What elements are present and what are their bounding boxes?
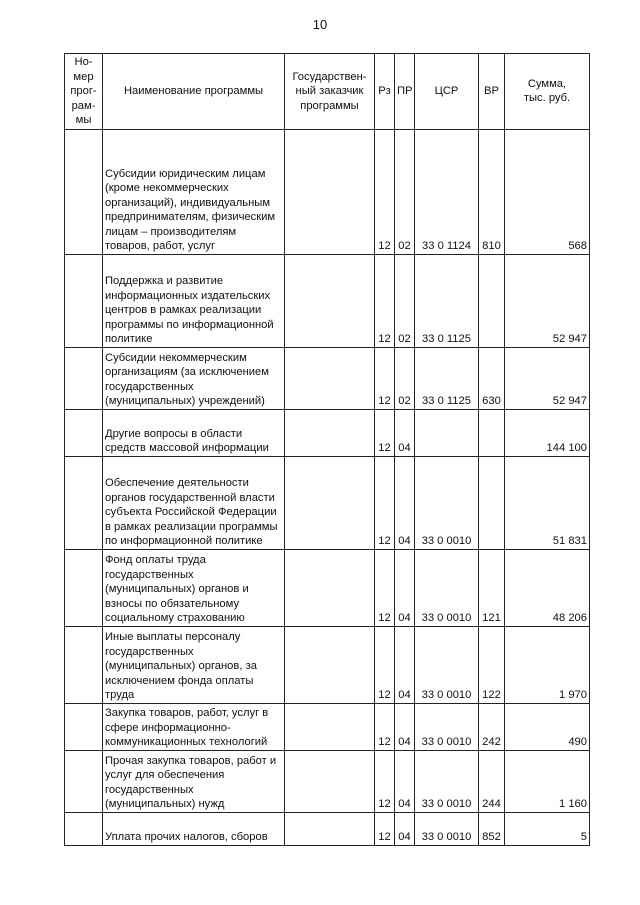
cell-pr: 04 <box>395 626 415 703</box>
cell-rz: 12 <box>375 254 395 347</box>
cell-pr: 04 <box>395 750 415 812</box>
table-row <box>65 812 590 845</box>
cell-rz: 12 <box>375 549 395 626</box>
cell-number <box>65 549 103 626</box>
cell-name: Прочая закупка товаров, работ и услуг для обеспечения государственных (муниципальных) нужд <box>103 750 285 812</box>
cell-number <box>65 750 103 812</box>
cell-pr: 04 <box>395 549 415 626</box>
cell-name: Уплата прочих налогов, сборов <box>103 812 285 845</box>
cell-number <box>65 626 103 703</box>
cell-vr <box>479 254 505 347</box>
cell-sum: 52 947 <box>505 347 590 409</box>
page-number: 10 <box>312 17 328 32</box>
header-pr: ПР <box>395 54 415 130</box>
table-row <box>65 254 590 347</box>
cell-vr: 244 <box>479 750 505 812</box>
cell-number <box>65 409 103 456</box>
cell-number <box>65 456 103 549</box>
cell-pr: 04 <box>395 703 415 750</box>
cell-sum: 1 970 <box>505 626 590 703</box>
cell-name: Иные выплаты персоналу государственных (муниципальных) органов, за исключением фонда оплаты труда <box>103 626 285 703</box>
cell-customer <box>285 409 375 456</box>
cell-vr: 852 <box>479 812 505 845</box>
header-vr: ВР <box>479 54 505 130</box>
cell-name: Закупка товаров, работ, услуг в сфере информационно-коммуникационных технологий <box>103 703 285 750</box>
header-csr: ЦСР <box>415 54 479 130</box>
cell-name: Поддержка и развитие информационных издательских центров в рамках реализации программы по информационной политике <box>103 254 285 347</box>
cell-vr: 630 <box>479 347 505 409</box>
budget-table <box>64 53 590 846</box>
cell-number <box>65 703 103 750</box>
cell-rz: 12 <box>375 750 395 812</box>
cell-csr: 33 0 1125 <box>415 254 479 347</box>
cell-pr: 02 <box>395 129 415 254</box>
cell-csr: 33 0 1124 <box>415 129 479 254</box>
cell-csr: 33 0 0010 <box>415 456 479 549</box>
cell-vr: 810 <box>479 129 505 254</box>
cell-name: Обеспечение деятельности органов государственной власти субъекта Российской Федерации в рамках реализации программы по информационной политике <box>103 456 285 549</box>
cell-pr: 04 <box>395 409 415 456</box>
cell-pr: 04 <box>395 812 415 845</box>
cell-csr: 33 0 0010 <box>415 626 479 703</box>
cell-pr: 02 <box>395 254 415 347</box>
cell-number <box>65 129 103 254</box>
cell-csr: 33 0 0010 <box>415 812 479 845</box>
table-header-row <box>65 54 590 130</box>
header-rz: Рз <box>375 54 395 130</box>
cell-vr: 242 <box>479 703 505 750</box>
cell-number <box>65 812 103 845</box>
table-row <box>65 750 590 812</box>
cell-vr: 122 <box>479 626 505 703</box>
cell-rz: 12 <box>375 812 395 845</box>
cell-pr: 04 <box>395 456 415 549</box>
table-row <box>65 409 590 456</box>
header-program-number: Но- мер прог- рам- мы <box>65 54 103 130</box>
cell-sum: 52 947 <box>505 254 590 347</box>
cell-rz: 12 <box>375 626 395 703</box>
cell-sum: 568 <box>505 129 590 254</box>
cell-sum: 5 <box>505 812 590 845</box>
cell-rz: 12 <box>375 703 395 750</box>
cell-number <box>65 347 103 409</box>
cell-sum: 48 206 <box>505 549 590 626</box>
cell-vr: 121 <box>479 549 505 626</box>
header-program-name: Наименование программы <box>103 54 285 130</box>
cell-rz: 12 <box>375 347 395 409</box>
cell-customer <box>285 703 375 750</box>
cell-name: Другие вопросы в области средств массовой информации <box>103 409 285 456</box>
table-row <box>65 456 590 549</box>
cell-rz: 12 <box>375 456 395 549</box>
cell-csr <box>415 409 479 456</box>
cell-customer <box>285 347 375 409</box>
cell-sum: 490 <box>505 703 590 750</box>
cell-csr: 33 0 0010 <box>415 703 479 750</box>
cell-customer <box>285 750 375 812</box>
cell-sum: 1 160 <box>505 750 590 812</box>
cell-name: Фонд оплаты труда государственных (муниципальных) органов и взносы по обязательному социальному страхованию <box>103 549 285 626</box>
cell-customer <box>285 812 375 845</box>
cell-vr <box>479 409 505 456</box>
table-row <box>65 703 590 750</box>
table-row <box>65 129 590 254</box>
table-row <box>65 549 590 626</box>
cell-pr: 02 <box>395 347 415 409</box>
cell-sum: 51 831 <box>505 456 590 549</box>
cell-csr: 33 0 0010 <box>415 750 479 812</box>
cell-name: Субсидии некоммерческим организациям (за исключением государственных (муниципальных) учреждений) <box>103 347 285 409</box>
cell-csr: 33 0 0010 <box>415 549 479 626</box>
cell-vr <box>479 456 505 549</box>
cell-rz: 12 <box>375 409 395 456</box>
cell-customer <box>285 254 375 347</box>
cell-name: Субсидии юридическим лицам (кроме некоммерческих организаций), индивидуальным предпринимателям, физическим лицам – производителям товаров, работ, услуг <box>103 129 285 254</box>
cell-customer <box>285 456 375 549</box>
header-state-customer: Государствен- ный заказчик программы <box>285 54 375 130</box>
header-sum: Сумма, тыс. руб. <box>505 54 590 130</box>
cell-rz: 12 <box>375 129 395 254</box>
cell-customer <box>285 129 375 254</box>
cell-number <box>65 254 103 347</box>
cell-customer <box>285 549 375 626</box>
cell-sum: 144 100 <box>505 409 590 456</box>
cell-customer <box>285 626 375 703</box>
cell-csr: 33 0 1125 <box>415 347 479 409</box>
table-row <box>65 347 590 409</box>
table-row <box>65 626 590 703</box>
